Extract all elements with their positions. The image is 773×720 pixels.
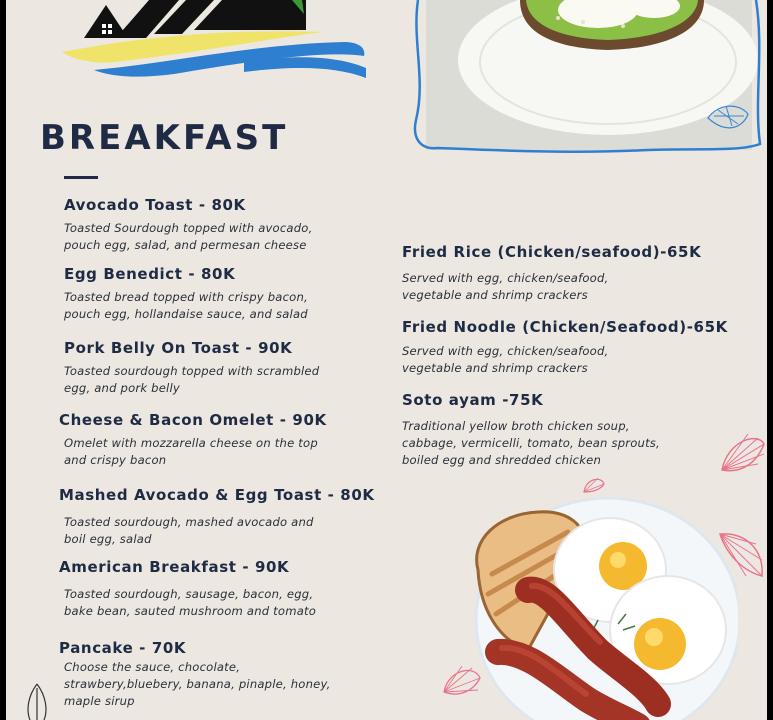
menu-item-fried-noodle <box>402 318 728 377</box>
menu-item-soto-ayam <box>402 391 660 469</box>
item-description: Toasted sourdough, mashed avocado and boil egg, salad <box>64 515 314 546</box>
item-description: Served with egg, chicken/seafood, vegetable and shrimp crackers <box>402 271 609 302</box>
menu-item-american-breakfast <box>59 558 316 620</box>
item-name: Avocado Toast - 80K <box>64 196 246 214</box>
item-description: Choose the sauce, chocolate, strawbery,bluebery, banana, pinaple, honey, maple sirup <box>64 660 331 708</box>
heading-underline <box>64 176 98 179</box>
menu-item-fried-rice <box>402 243 701 304</box>
item-description: Served with egg, chicken/seafood, vegetable and shrimp crackers <box>402 344 609 375</box>
item-description: Traditional yellow broth chicken soup, cabbage, vermicelli, tomato, bean sprouts, boiled egg and shredded chicken <box>402 419 660 467</box>
item-description: Toasted sourdough topped with scrambled egg, and pork belly <box>64 364 320 395</box>
item-name: Pancake - 70K <box>59 639 187 657</box>
item-description: Toasted sourdough, sausage, bacon, egg, bake bean, sauted mushroom and tomato <box>64 587 317 618</box>
item-name: Pork Belly On Toast - 90K <box>64 339 293 357</box>
menu-item-mashed-avocado <box>59 486 375 548</box>
item-description: Omelet with mozzarella cheese on the top and crispy bacon <box>64 436 318 467</box>
menu-heading: BREAKFAST <box>40 118 289 158</box>
menu-item-avocado-toast <box>64 196 312 254</box>
menu-item-egg-benedict <box>64 265 308 323</box>
item-name: Fried Rice (Chicken/seafood)-65K <box>402 243 702 261</box>
item-name: Mashed Avocado & Egg Toast - 80K <box>59 486 375 504</box>
item-name: Cheese & Bacon Omelet - 90K <box>59 411 327 429</box>
menu-page <box>6 0 767 720</box>
item-name: American Breakfast - 90K <box>59 558 290 576</box>
menu-item-pancake <box>59 639 331 710</box>
menu-item-cheese-bacon-omelet <box>59 411 327 469</box>
menu-item-pork-belly <box>64 339 319 397</box>
american-breakfast-illustration <box>458 490 738 720</box>
shell-icon <box>718 430 766 490</box>
item-name: Egg Benedict - 80K <box>64 265 236 283</box>
house-waves-logo <box>54 0 374 95</box>
item-description: Toasted Sourdough topped with avocado, pouch egg, salad, and permesan cheese <box>64 221 313 252</box>
avocado-toast-photo <box>408 0 767 158</box>
item-description: Toasted bread topped with crispy bacon, pouch egg, hollandaise sauce, and salad <box>64 290 308 321</box>
item-name: Soto ayam -75K <box>402 391 544 409</box>
item-name: Fried Noodle (Chicken/Seafood)-65K <box>402 318 728 336</box>
feather-shell-icon <box>24 682 50 720</box>
